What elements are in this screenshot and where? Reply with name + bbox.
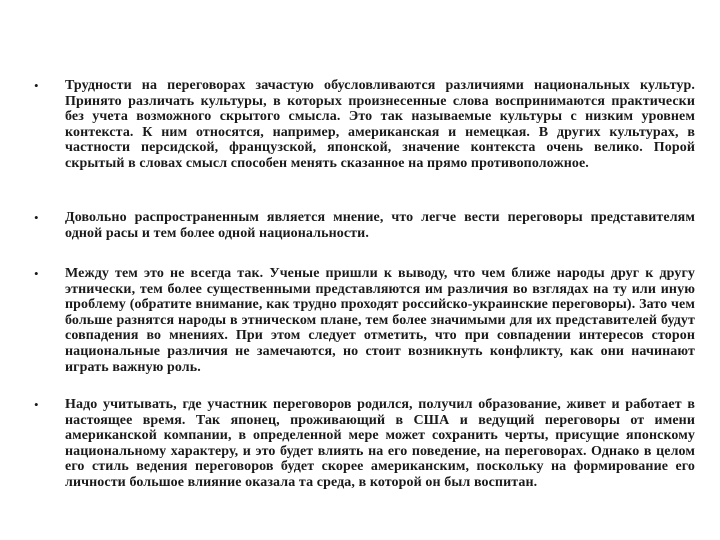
paragraph-common-opinion: Довольно распространенным является мнение, что легче вести переговоры представителям одной расы и тем более одной национальности. (65, 210, 695, 241)
paragraph-ethnic-differences: Между тем это не всегда так. Ученые пришли к выводу, что чем ближе народы друг к другу этнически, тем более существенными представляются им различия во взглядах на ту или иную проблему (обратите внимание, как трудно проходят российско-украинские переговоры). Зато чем больше разнятся народы в этническом плане, тем более значимыми для их представителей будут совпадения во мнениях. При этом следует отметить, что при совпадении интересов сторон национальные различия не замечаются, но стоит возникнуть конфликту, как они начинают играть важную роль. (65, 266, 695, 375)
bullet-marker: • (34, 266, 39, 281)
bullet-marker: • (34, 210, 39, 225)
bullet-marker: • (34, 397, 39, 412)
paragraph-national-cultures: Трудности на переговорах зачастую обусловливаются различиями национальных культур. Принято различать культуры, в которых произнесенные слова воспринимаются практически без учета возможного скрытого смысла. Это так называемые культуры с низким уровнем контекста. К ним относятся, например, американская и немецкая. В других культурах, в частности персидской, французской, японской, значение контекста очень велико. Порой скрытый в словах смысл способен менять сказанное на прямо противоположное. (65, 78, 695, 171)
paragraph-background-influence: Надо учитывать, где участник переговоров родился, получил образование, живет и работает в настоящее время. Так японец, проживающий в США и ведущий переговоры от имени американской компании, в определенной мере может сохранить черты, присущие японскому национальному характеру, и это будет влиять на его поведение, на переговорах. Однако в целом его стиль ведения переговоров будет скорее американским, поскольку на формирование его личности большое влияние оказала та среда, в которой он был воспитан. (65, 397, 695, 490)
bullet-marker: • (34, 78, 39, 93)
